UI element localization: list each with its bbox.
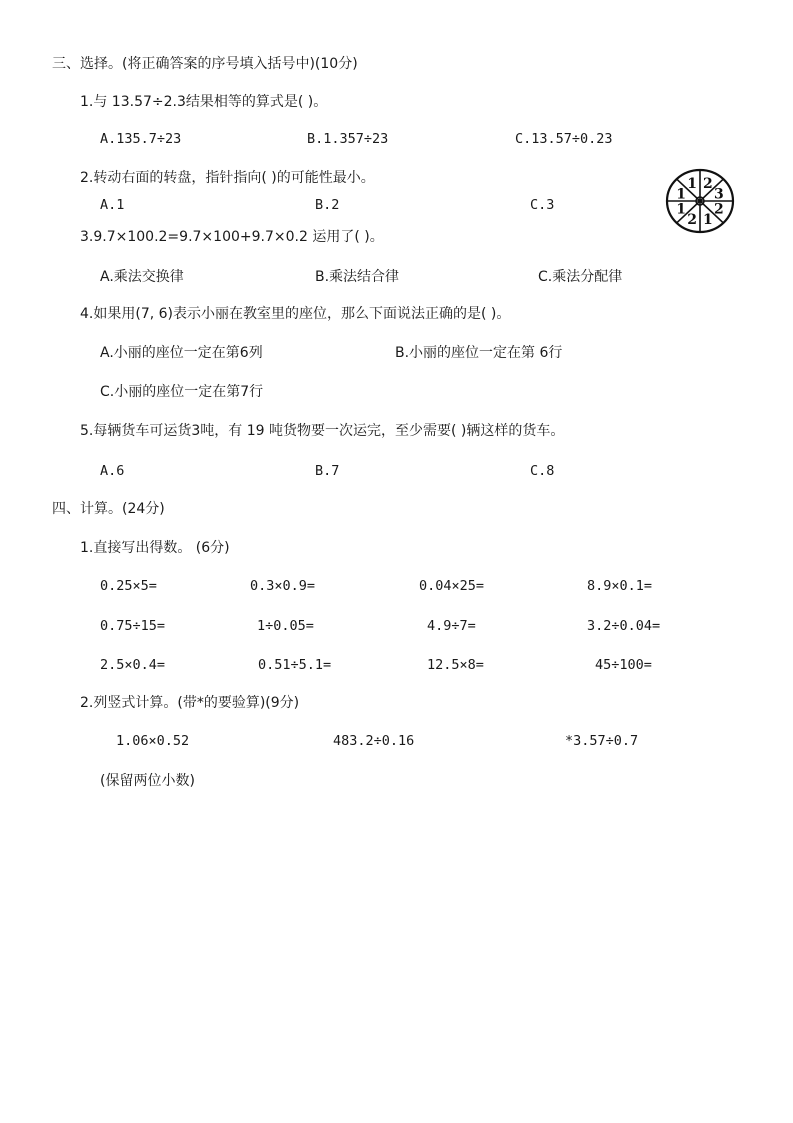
question-1-option-c: C.13.57÷0.23 xyxy=(515,131,613,147)
spinner-sector-label: 1 xyxy=(676,186,686,203)
mental-calc-item: 8.9×0.1= xyxy=(587,578,653,594)
spinner-sector-label: 2 xyxy=(702,176,713,193)
mental-calc-item: 0.51÷5.1= xyxy=(258,657,332,673)
mental-calc-item: 0.3×0.9= xyxy=(250,578,316,594)
question-3-option-b: B.乘法结合律 xyxy=(315,269,400,285)
mental-calc-item: 45÷100= xyxy=(595,657,652,673)
question-1-option-b: B.1.357÷23 xyxy=(307,131,389,147)
question-3-option-c: C.乘法分配律 xyxy=(538,269,623,285)
question-3-option-a: A.乘法交换律 xyxy=(100,269,184,285)
vertical-calc-item: 483.2÷0.16 xyxy=(333,733,415,749)
spinner-sector-label: 2 xyxy=(687,211,698,228)
mental-calc-item: 12.5×8= xyxy=(427,657,484,673)
question-2-option-a: A.1 xyxy=(100,197,125,213)
question-5-option-a: A.6 xyxy=(100,463,125,479)
mental-calc-item: 3.2÷0.04= xyxy=(587,618,661,634)
vertical-calc-item: *3.57÷0.7 xyxy=(565,733,639,749)
question-3-stem: 3.9.7×100.2=9.7×100+9.7×0.2 运用了( )。 xyxy=(80,229,384,245)
mental-calc-item: 0.75÷15= xyxy=(100,618,166,634)
question-5-option-c: C.8 xyxy=(530,463,555,479)
question-2-option-b: B.2 xyxy=(315,197,340,213)
spinner-sector-label: 1 xyxy=(687,176,698,193)
section-4-heading: 四、计算。(24分) xyxy=(52,501,165,517)
question-2-option-c: C.3 xyxy=(530,197,555,213)
mental-calc-item: 2.5×0.4= xyxy=(100,657,166,673)
mental-calc-item: 0.25×5= xyxy=(100,578,157,594)
question-1-stem: 1.与 13.57÷2.3结果相等的算式是( )。 xyxy=(80,94,328,110)
mental-calc-item: 0.04×25= xyxy=(419,578,485,594)
question-2-stem: 2.转动右面的转盘，指针指向( )的可能性最小。 xyxy=(80,170,375,186)
question-4-option-a: A.小丽的座位一定在第6列 xyxy=(100,345,263,361)
question-4-option-c: C.小丽的座位一定在第7行 xyxy=(100,384,264,400)
spinner-wheel xyxy=(665,168,735,234)
rounding-note: (保留两位小数) xyxy=(100,773,195,789)
question-5-option-b: B.7 xyxy=(315,463,340,479)
mental-calc-item: 1÷0.05= xyxy=(257,618,314,634)
spinner-sector-label: 2 xyxy=(714,201,724,218)
spinner-sector-label: 1 xyxy=(676,201,686,218)
spinner-sector-label: 1 xyxy=(702,211,713,228)
mental-calc-item: 4.9÷7= xyxy=(427,618,476,634)
calc-part-2-title: 2.列竖式计算。(带*的要验算)(9分) xyxy=(80,695,300,711)
vertical-calc-item: 1.06×0.52 xyxy=(116,733,190,749)
question-5-stem: 5.每辆货车可运货3吨，有 19 吨货物要一次运完，至少需要( )辆这样的货车。 xyxy=(80,423,565,439)
section-3-heading: 三、选择。(将正确答案的序号填入括号中)(10分) xyxy=(52,56,358,72)
spinner-sector-label: 3 xyxy=(714,186,724,203)
question-4-option-b: B.小丽的座位一定在第 6行 xyxy=(395,345,563,361)
question-4-stem: 4.如果用(7, 6)表示小丽在教室里的座位，那么下面说法正确的是( )。 xyxy=(80,306,511,322)
calc-part-1-title: 1.直接写出得数。 (6分) xyxy=(80,540,230,556)
question-1-option-a: A.135.7÷23 xyxy=(100,131,182,147)
